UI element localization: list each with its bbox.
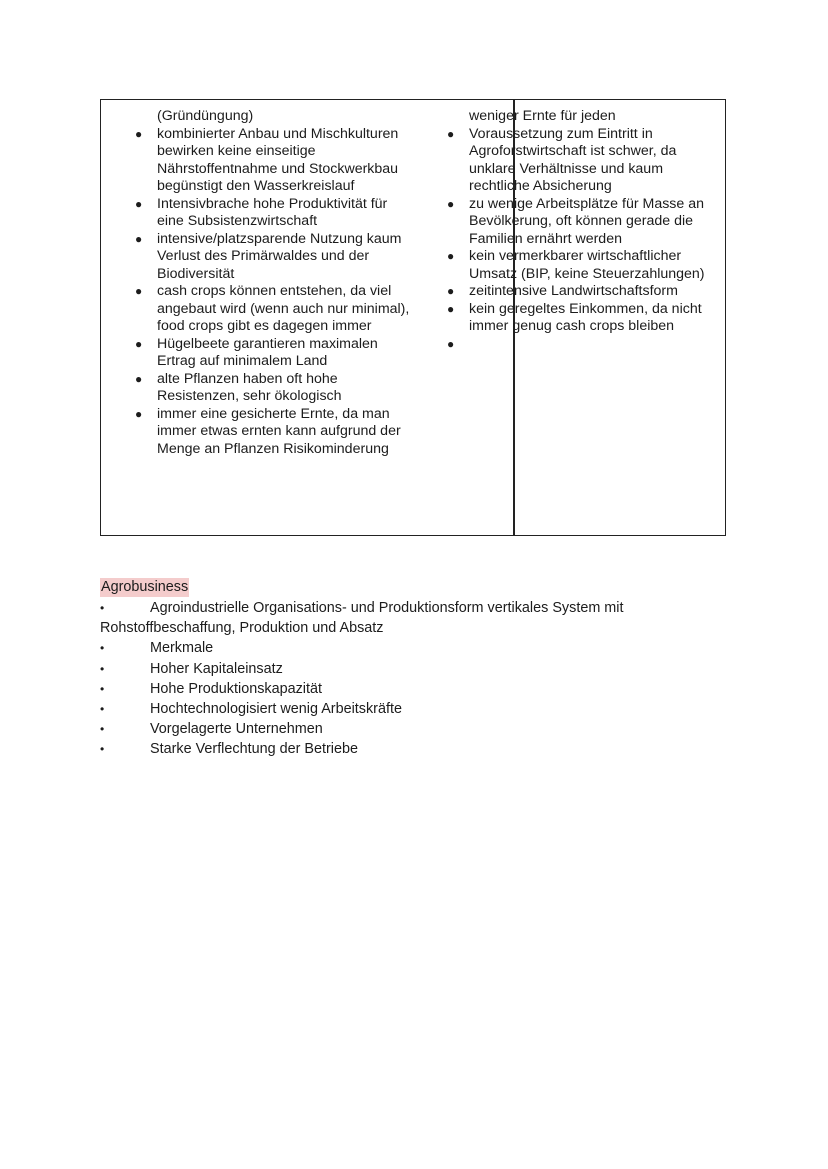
list-item-text: Voraussetzung zum Eintritt in Agroforstwirtschaft ist schwer, da unklare Verhältnisse und kaum rechtliche Absicherung — [469, 125, 677, 194]
list-item — [100, 719, 720, 739]
list-item-text: cash crops können entstehen, da viel angebaut wird (wenn auch nur minimal), food crops gibt es dagegen immer — [157, 283, 410, 334]
bullet-icon: • — [100, 681, 105, 696]
continuation-text: weniger Ernte für jeden — [469, 108, 616, 124]
bullet-icon: ● — [135, 284, 143, 298]
list-item-text: Intensivbrache hohe Produktivität für eine Subsistenzwirtschaft — [157, 195, 388, 229]
bullet-icon: ● — [135, 336, 143, 351]
list-item-text: kein geregeltes Einkommen, da nicht immer genug cash crops bleiben — [469, 300, 702, 334]
list-item — [100, 679, 720, 699]
list-item — [447, 336, 721, 354]
list-item — [135, 370, 417, 406]
list-item-text: zeitintensive Landwirtschaftsform — [469, 283, 678, 299]
list-item-text: Hügelbeete garantieren maximalen Ertrag auf minimalem Land — [157, 335, 378, 369]
list-item-text: Vorgelagerte Unternehmen — [150, 721, 323, 738]
list-item-continuation — [100, 618, 720, 638]
bullet-icon: ● — [447, 336, 455, 351]
list-item-text: Merkmale — [150, 640, 214, 657]
list-item — [135, 230, 417, 284]
bullet-icon: ● — [447, 301, 455, 316]
table-column-right — [447, 108, 721, 353]
section-heading: Agrobusiness — [101, 579, 189, 595]
bullet-icon: • — [100, 742, 105, 757]
agrobusiness-section — [100, 578, 720, 760]
list-item-text: alte Pflanzen haben oft hohe Resistenzen, sehr ökologisch — [157, 370, 342, 404]
list-item — [447, 125, 721, 196]
bullet-list — [135, 125, 417, 459]
list-item — [447, 300, 721, 336]
bullet-icon: • — [100, 702, 105, 717]
list-item — [100, 699, 720, 719]
list-item-text: intensive/platzsparende Nutzung kaum Verlust des Primärwaldes und der Biodiversität — [157, 230, 402, 282]
list-item — [447, 283, 721, 301]
list-item-text — [469, 336, 473, 352]
list-item-text: zu wenige Arbeitsplätze für Masse an Bevölkerung, oft können gerade die Familien ernährt werden — [469, 195, 705, 247]
bullet-icon: ● — [447, 126, 455, 141]
list-item-text: Hohe Produktionskapazität — [150, 680, 322, 697]
bullet-icon: ● — [447, 249, 455, 263]
list-item-text: kein vermerkbarer wirtschaftlicher Umsatz (BIP, keine Steuerzahlungen) — [469, 248, 705, 282]
list-item — [100, 739, 720, 759]
bullet-list — [447, 125, 721, 354]
list-item-text: kombinierter Anbau und Mischkulturen bewirken keine einseitige Nährstoffentnahme und Stockwerkbau begünstigt den Wasserkreislauf — [157, 125, 399, 194]
list-item — [100, 638, 720, 658]
list-item — [135, 335, 417, 371]
list-item — [100, 659, 720, 679]
bullet-icon: • — [100, 661, 105, 676]
list-item-text: Starke Verflechtung der Betriebe — [150, 741, 358, 758]
bullet-icon: ● — [135, 196, 143, 211]
list-item — [135, 125, 417, 196]
pros-cons-table — [100, 99, 726, 536]
list-item — [447, 195, 721, 249]
bullet-icon: ● — [135, 126, 143, 141]
bullet-icon: • — [100, 722, 105, 737]
list-item-text: Hochtechnologisiert wenig Arbeitskräfte — [150, 701, 402, 718]
bullet-list — [100, 598, 720, 760]
bullet-icon: ● — [135, 371, 143, 386]
list-item — [135, 283, 417, 336]
list-item — [447, 248, 721, 283]
list-item-text: Agroindustrielle Organisations- und Produktionsform vertikales System mit — [150, 600, 624, 616]
list-item-text: immer eine gesicherte Ernte, da man immer etwas ernten kann aufgrund der Menge an Pflanzen Risikominderung — [157, 405, 401, 457]
bullet-icon: ● — [135, 231, 143, 246]
bullet-icon: ● — [135, 406, 143, 421]
bullet-icon: • — [100, 641, 105, 656]
bullet-icon: ● — [447, 196, 455, 211]
bullet-icon: ● — [447, 284, 455, 298]
list-item — [135, 405, 417, 459]
list-item-text: Hoher Kapitaleinsatz — [150, 660, 283, 677]
bullet-icon: • — [100, 601, 105, 615]
list-item — [100, 598, 720, 618]
list-item — [135, 195, 417, 231]
table-column-left — [135, 108, 417, 458]
continuation-text: (Gründüngung) — [157, 108, 254, 124]
list-item-text: Rohstoffbeschaffung, Produktion und Absatz — [100, 620, 384, 637]
